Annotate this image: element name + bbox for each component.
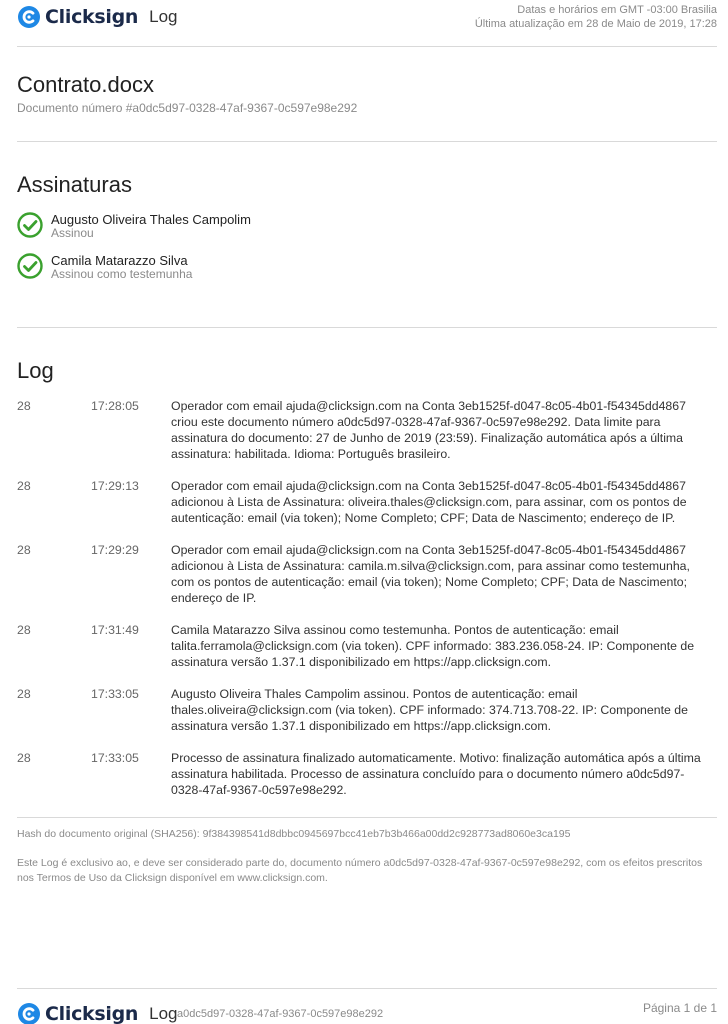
signer-name: Augusto Oliveira Thales Campolim: [51, 212, 251, 227]
log-day: 28: [17, 751, 31, 765]
page-footer: [17, 988, 717, 1024]
signatures-title: Assinaturas: [17, 172, 132, 197]
clicksign-logo-icon: [17, 5, 41, 29]
divider: [17, 817, 717, 818]
log-entry: [17, 686, 717, 734]
footer-document-number: a0dc5d97-0328-47af-9367-0c597e98e292: [177, 1008, 384, 1020]
clicksign-logo-icon: [17, 1002, 41, 1024]
log-time: 17:33:05: [91, 687, 139, 701]
log-text: Processo de assinatura finalizado automaticamente. Motivo: finalização automática após a última assinatura habilitada. Processo de assinatura concluído para o documento número a0dc5d97-0328-47af-9367-0c597e98e292.: [171, 751, 701, 797]
log-time: 17:29:13: [91, 479, 139, 493]
signature-item: [17, 212, 251, 240]
check-circle-icon: [17, 253, 43, 279]
log-entry: [17, 398, 717, 462]
page-number: Página 1 de 1: [642, 1001, 717, 1015]
log-time: 17:29:29: [91, 543, 139, 557]
footer-brand-name: Clicksign: [45, 1003, 139, 1024]
footer-section-label: Log: [149, 1004, 178, 1023]
divider: [17, 141, 717, 142]
log-time: 17:31:49: [91, 623, 139, 637]
check-circle-icon: [17, 212, 43, 238]
log-day: 28: [17, 623, 31, 637]
header-meta: [475, 3, 717, 31]
log-text: Augusto Oliveira Thales Campolim assinou. Pontos de autenticação: email thales.oliveira@clicksign.com (via token). CPF informado: 374.713.708-22. IP: Componente de assinatura versão 1.37.1 disponibilizado em https://app.clicksign.com.: [171, 687, 688, 733]
log-time: 17:33:05: [91, 751, 139, 765]
log-text: Camila Matarazzo Silva assinou como testemunha. Pontos de autenticação: email talita.ferramola@clicksign.com (via token). CPF informado: 383.236.058-24. IP: Componente de assinatura versão 1.37.1 disponibilizado em https://app.clicksign.com.: [171, 623, 695, 669]
signer-status: Assinou como testemunha: [51, 267, 193, 281]
log-entry: [17, 750, 717, 798]
signer-status: Assinou: [51, 226, 94, 240]
log-entry: [17, 542, 717, 606]
log-day: 28: [17, 479, 31, 493]
header-section-label: Log: [149, 7, 178, 26]
log-title: Log: [17, 358, 54, 383]
legal-note: Este Log é exclusivo ao, e deve ser considerado parte do, documento número a0dc5d97-0328-47af-9367-0c597e98e292, com os efeitos prescritos nos Termos de Uso da Clicksign disponível em www.clicksign.com.: [17, 857, 703, 884]
log-text: Operador com email ajuda@clicksign.com na Conta 3eb1525f-d047-8c05-4b01-f54345dd4867 adicionou à Lista de Assinatura: camila.m.silva@clicksign.com, para assinar como testemunha, com os pontos de autenticação: email (via token); Nome Completo; CPF; Data de Nascimento; endereço de IP.: [171, 543, 690, 605]
log-entry: [17, 478, 717, 526]
log-day: 28: [17, 687, 31, 701]
timezone-note: Datas e horários em GMT -03:00 Brasilia: [517, 4, 717, 16]
last-updated: Última atualização em 28 de Maio de 2019, 17:28: [474, 18, 717, 30]
document-info: [17, 72, 717, 115]
document-number: Documento número #a0dc5d97-0328-47af-9367-0c597e98e292: [17, 101, 358, 115]
brand-name: Clicksign: [45, 6, 139, 28]
log-text: Operador com email ajuda@clicksign.com na Conta 3eb1525f-d047-8c05-4b01-f54345dd4867 criou este documento número a0dc5d97-0328-47af-9367-0c597e98e292. Data limite para assinatura do documento: 27 de Junho de 2019 (23:59). Finalização automática após a última assinatura: habilitada. Idioma: Português brasileiro.: [171, 399, 686, 461]
divider: [17, 327, 717, 328]
footer-brand: [17, 1002, 178, 1024]
signature-item: [17, 253, 192, 281]
page-header: [17, 0, 717, 47]
log-list: [17, 398, 717, 814]
log-entry: [17, 622, 717, 670]
log-time: 17:28:05: [91, 399, 139, 413]
log-text: Operador com email ajuda@clicksign.com na Conta 3eb1525f-d047-8c05-4b01-f54345dd4867 adicionou à Lista de Assinatura: oliveira.thales@clicksign.com, para assinar, com os pontos de autenticação: email (via token); Nome Completo; CPF; Data de Nascimento; endereço de IP.: [171, 479, 687, 525]
log-day: 28: [17, 543, 31, 557]
signer-name: Camila Matarazzo Silva: [51, 253, 188, 268]
document-hash: Hash do documento original (SHA256): 9f384398541d8dbbc0945697bcc41eb7b3b466a00dd2c928773ad8060e3ca195: [17, 828, 571, 840]
brand: [17, 5, 178, 29]
log-day: 28: [17, 399, 31, 413]
document-title: Contrato.docx: [17, 72, 154, 97]
